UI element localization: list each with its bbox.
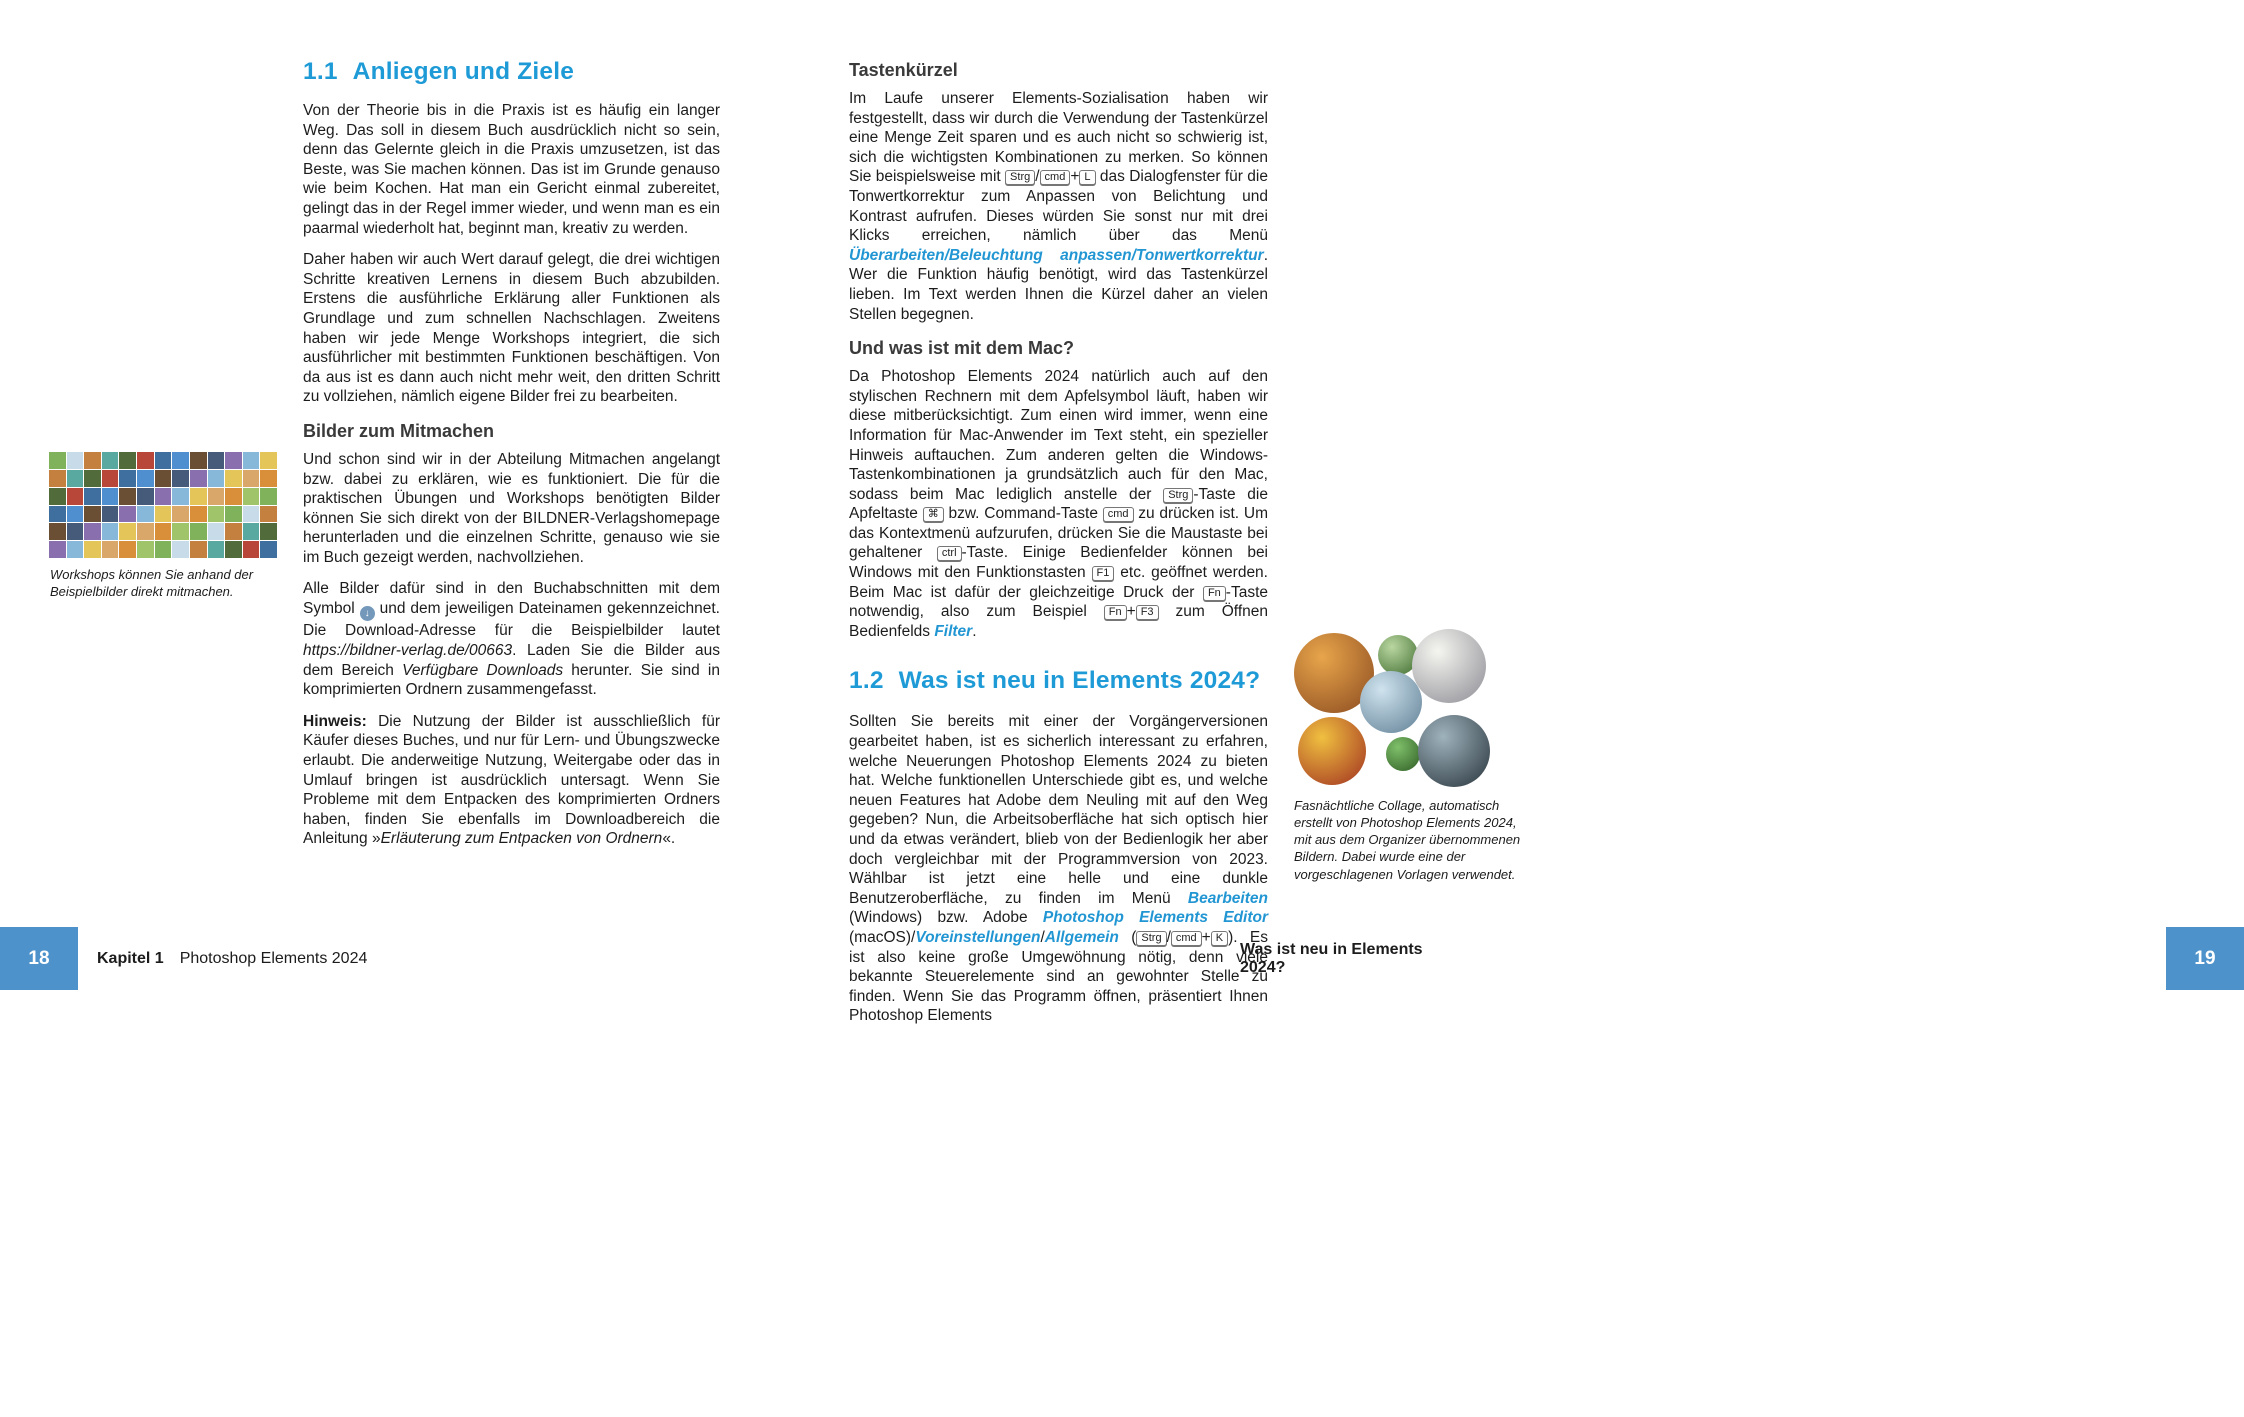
photo-thumbnail	[84, 470, 101, 487]
photo-thumbnail	[155, 452, 172, 469]
photo-thumbnail	[155, 470, 172, 487]
left-page-text-column	[303, 58, 720, 849]
section-title: Anliegen und Ziele	[352, 58, 575, 85]
photo-thumbnail	[84, 541, 101, 558]
ui-reference-link: Überarbeiten/Beleuchtung anpassen/Tonwertkorrektur	[849, 246, 1264, 264]
keycap: ⌘	[923, 507, 944, 522]
photo-thumbnail	[225, 523, 242, 540]
photo-thumbnail	[67, 452, 84, 469]
photo-thumbnail	[102, 506, 119, 523]
page-number: 18	[28, 947, 50, 969]
photo-thumbnail	[137, 541, 154, 558]
photo-thumbnail	[84, 523, 101, 540]
photo-thumbnail	[190, 506, 207, 523]
running-head: Was ist neu in Elements 2024?	[1240, 940, 1423, 976]
photo-thumbnail	[119, 452, 136, 469]
photo-thumbnail	[225, 541, 242, 558]
collage-photo-circle	[1418, 715, 1490, 787]
photo-thumbnail	[155, 541, 172, 558]
photo-thumbnail	[119, 523, 136, 540]
photo-thumbnail	[67, 506, 84, 523]
sample-images-collage	[49, 452, 277, 558]
paragraph: Da Photoshop Elements 2024 natürlich auch auf den stylischen Rechnern mit dem Apfelsymbol läuft, haben wir diese mitberücksichtigt. Zum einen wird immer, wenn eine Information für Mac-Anwender im Text steht, ein spezieller Hinweis auftauchen. Zum anderen gelten die Windows-Tastenkombinationen ja grundsätzlich auch für den Mac, sodass beim Mac lediglich anstelle der Strg -Taste die Apfeltaste ⌘ bzw. Command-Taste cmd zu drücken ist. Um das Kontextmenü aufzurufen, drücken Sie die Maustaste bei gehaltener ctrl -Taste. Einige Bedienfelder können bei Windows mit den Funktionstasten F1 etc. geöffnet werden. Beim Mac ist dafür der gleichzeitige Druck der Fn -Taste notwendig, also zum Beispiel Fn + F3 zum Öffnen Bedienfelds Filter.	[849, 368, 1269, 640]
photo-thumbnail	[137, 452, 154, 469]
photo-thumbnail	[190, 452, 207, 469]
subheading-mac: Und was ist mit dem Mac?	[849, 338, 1075, 359]
left-page-number-box	[0, 927, 78, 990]
photo-thumbnail	[137, 523, 154, 540]
section-number: 1.1	[303, 58, 338, 85]
photo-thumbnail	[137, 488, 154, 505]
photo-thumbnail	[102, 452, 119, 469]
paragraph: Und schon sind wir in der Abteilung Mitmachen angelangt bzw. dabei zu erklären, wie es funktioniert. Die für die praktischen Übungen und Workshops benötigten Bilder können Sie sich direkt von der BILDNER-Verlagshomepage herunterladen und die einzelnen Schritte, genauso wie sie im Buch gezeigt werden, nachvollziehen.	[303, 450, 720, 566]
photo-thumbnail	[102, 523, 119, 540]
photo-thumbnail	[155, 506, 172, 523]
photo-thumbnail	[155, 488, 172, 505]
photo-thumbnail	[137, 470, 154, 487]
bold-text: Hinweis:	[303, 712, 367, 730]
photo-thumbnail	[67, 488, 84, 505]
photo-thumbnail	[67, 541, 84, 558]
photo-thumbnail	[225, 452, 242, 469]
photo-thumbnail	[67, 523, 84, 540]
keycap: F3	[1136, 605, 1159, 620]
italic-text: Verfügbare Downloads	[402, 661, 564, 679]
keycap: Strg	[1136, 931, 1166, 946]
photo-thumbnail	[243, 506, 260, 523]
keycap: K	[1211, 931, 1228, 946]
photo-thumbnail	[84, 506, 101, 523]
keycap: Strg	[1005, 170, 1035, 185]
paragraph: Sollten Sie bereits mit einer der Vorgängerversionen gearbeitet haben, ist es sicherlich interessant zu erfahren, welche Neuerungen Photoshop Elements 2024 zu bieten hat. Welche funktionellen Unterschiede gibt es, und welche neuen Features hat Adobe dem Neuling mit auf den Weg gegeben? Nun, die Arbeitsoberfläche hat sich optisch hier und da etwas verändert, blieb von der Bedienlogik her aber doch vergleichbar mit der Programmversion von 2023. Wählbar ist jetzt eine helle und eine dunkle Benutzeroberfläche, zu finden im Menü Bearbeiten (Windows) bzw. Adobe Photoshop Elements Editor (macOS)/Voreinstellungen/Allgemein ( Strg / cmd + K ). Es ist also keine große Umgewöhnung nötig, denn viele bekannte Steuerelemente sind an gewohnter Stelle zu finden. Wenn Sie das Programm öffnen, präsentiert Ihnen Photoshop Elements	[849, 713, 1269, 1025]
photo-thumbnail	[225, 506, 242, 523]
photo-thumbnail	[243, 541, 260, 558]
photo-thumbnail	[155, 523, 172, 540]
photo-thumbnail	[190, 470, 207, 487]
photo-thumbnail	[67, 470, 84, 487]
paragraph: Im Laufe unserer Elements-Sozialisation haben wir festgestellt, dass wir durch die Verwendung der Tastenkürzel eine Menge Zeit sparen und es auch nicht so schwierig ist, sich die wichtigsten Kombinationen zu merken. So können Sie beispielsweise mit Strg / cmd + L das Dialogfenster für die Tonwertkorrektur zum Anpassen von Belichtung und Kontrast aufrufen. Dieses würden Sie sonst nur mit drei Klicks erreichen, nämlich über das Menü Überarbeiten/Beleuchtung anpassen/Tonwertkorrektur. Wer die Funktion häufig benötigt, wird das Tastenkürzel lieben. Im Text werden Ihnen die Kürzel daher an vielen Stellen begegnen.	[849, 90, 1268, 323]
photo-thumbnail	[225, 470, 242, 487]
paragraph: Daher haben wir auch Wert darauf gelegt, die drei wichtigen Schritte kreativen Lernens in diesem Buch abzubilden. Erstens die ausführliche Erklärung aller Funktionen als Grundlage und zum schnellen Nachschlagen. Zweitens haben wir jede Menge Workshops integriert, die sich ausführlicher mit bestimmten Funktionen beschäftigen. Von da aus ist es dann auch nicht mehr weit, den dritten Schritt zu vollziehen, nämlich eigene Bilder frei zu bearbeiten.	[303, 251, 720, 406]
keycap: ctrl	[937, 546, 962, 561]
photo-thumbnail	[49, 506, 66, 523]
right-page-text-column	[849, 60, 1268, 1026]
photo-thumbnail	[208, 523, 225, 540]
photo-thumbnail	[208, 541, 225, 558]
keycap: F1	[1092, 566, 1115, 581]
photo-thumbnail	[243, 488, 260, 505]
photo-thumbnail	[102, 470, 119, 487]
subheading-bilder-zum-mitmachen: Bilder zum Mitmachen	[303, 420, 495, 441]
collage-photo-circle	[1298, 717, 1366, 785]
photo-thumbnail	[208, 470, 225, 487]
chapter-label: Kapitel 1	[97, 949, 164, 967]
keycap: cmd	[1040, 170, 1071, 185]
right-figure-caption: Fasnächtliche Collage, automatisch erstellt von Photoshop Elements 2024, mit aus dem Organizer übernommenen Bildern. Dabei wurde eine der vorgeschlagenen Vorlagen verwendet.	[1294, 798, 1521, 882]
photo-thumbnail	[49, 541, 66, 558]
left-figure-caption: Workshops können Sie anhand der Beispielbilder direkt mitmachen.	[50, 567, 254, 600]
photo-thumbnail	[172, 452, 189, 469]
ui-reference-link: Bearbeiten	[1187, 889, 1268, 907]
photo-thumbnail	[208, 452, 225, 469]
left-footer-text	[97, 927, 367, 990]
photo-thumbnail	[102, 541, 119, 558]
photo-thumbnail	[260, 541, 277, 558]
ui-reference-link: Filter	[934, 622, 973, 640]
photo-thumbnail	[243, 470, 260, 487]
photo-thumbnail	[172, 488, 189, 505]
photo-thumbnail	[172, 470, 189, 487]
photo-thumbnail	[190, 523, 207, 540]
section-heading-1-2	[849, 667, 1268, 695]
photo-thumbnail	[102, 488, 119, 505]
photo-thumbnail	[84, 452, 101, 469]
photo-thumbnail	[172, 523, 189, 540]
photo-thumbnail	[49, 452, 66, 469]
paragraph: Von der Theorie bis in die Praxis ist es häufig ein langer Weg. Das soll in diesem Buch ausdrücklich nicht so sein, denn das Gelernte gleich in die Praxis umzusetzen, ist das Beste, was Sie machen können. Das ist im Grunde genauso wie beim Kochen. Hat man ein Gericht einmal zubereitet, gelingt das in der Regel immer wieder, und wenn man es ein paarmal wiederholt hat, beginnt man, kreativ zu werden.	[303, 102, 720, 237]
carnival-collage	[1294, 629, 1517, 790]
keycap: Fn	[1203, 586, 1226, 601]
paragraph: Hinweis: Die Nutzung der Bilder ist ausschließlich für Käufer dieses Buches, und nur für Lern- und Übungszwecke erlaubt. Die anderweitige Nutzung, Weitergabe oder das in Umlauf bringen ist ausdrücklich untersagt. Wenn Sie Probleme mit dem Entpacken des komprimierten Ordners haben, finden Sie ebenfalls im Downloadbereich die Anleitung »Erläuterung zum Entpacken von Ordnern«.	[303, 712, 720, 848]
photo-thumbnail	[172, 506, 189, 523]
photo-thumbnail	[84, 488, 101, 505]
photo-thumbnail	[190, 488, 207, 505]
photo-thumbnail	[260, 470, 277, 487]
photo-thumbnail	[119, 541, 136, 558]
photo-thumbnail	[172, 541, 189, 558]
photo-thumbnail	[260, 452, 277, 469]
photo-thumbnail	[243, 452, 260, 469]
section-number: 1.2	[849, 667, 884, 695]
keycap: Fn	[1104, 605, 1127, 620]
section-title: Was ist neu in Elements 2024?	[898, 667, 1261, 695]
photo-thumbnail	[260, 506, 277, 523]
photo-thumbnail	[190, 541, 207, 558]
collage-photo-circle	[1412, 629, 1486, 703]
photo-thumbnail	[260, 523, 277, 540]
page-number: 19	[2194, 947, 2216, 969]
section-heading-1-1	[303, 58, 720, 86]
download-icon: ↓	[360, 606, 375, 621]
photo-thumbnail	[119, 488, 136, 505]
photo-thumbnail	[243, 523, 260, 540]
photo-thumbnail	[225, 488, 242, 505]
subheading-tastenkuerzel: Tastenkürzel	[849, 60, 958, 80]
keycap: L	[1079, 170, 1095, 185]
photo-thumbnail	[49, 523, 66, 540]
photo-thumbnail	[49, 470, 66, 487]
chapter-title: Photoshop Elements 2024	[179, 949, 368, 967]
photo-thumbnail	[137, 506, 154, 523]
photo-thumbnail	[208, 506, 225, 523]
photo-thumbnail	[260, 488, 277, 505]
italic-text: Erläuterung zum Entpacken von Ordnern	[380, 830, 663, 848]
keycap: Strg	[1163, 488, 1193, 503]
ui-reference-link: Allgemein	[1044, 928, 1119, 946]
paragraph: Alle Bilder dafür sind in den Buchabschnitten mit dem Symbol ↓ und dem jeweiligen Dateinamen gekennzeichnet. Die Download-Adresse für die Beispielbilder lautet https://bildner-verlag.de/00663. Laden Sie die Bilder aus dem Bereich Verfügbare Downloads herunter. Sie sind in komprimierten Ordnern zusammengefasst.	[303, 580, 720, 699]
ui-reference-link: Photoshop Elements Editor	[1042, 909, 1269, 927]
keycap: cmd	[1171, 931, 1202, 946]
photo-thumbnail	[49, 488, 66, 505]
right-page-number-box	[2166, 927, 2244, 990]
collage-photo-circle	[1360, 671, 1422, 733]
right-footer-text	[1240, 927, 1470, 990]
photo-thumbnail	[119, 506, 136, 523]
italic-text: https://bildner-verlag.de/00663	[303, 641, 513, 659]
keycap: cmd	[1103, 507, 1134, 522]
photo-thumbnail	[119, 470, 136, 487]
photo-thumbnail	[208, 488, 225, 505]
ui-reference-link: Voreinstellungen	[915, 928, 1041, 946]
collage-photo-circle	[1386, 737, 1420, 771]
